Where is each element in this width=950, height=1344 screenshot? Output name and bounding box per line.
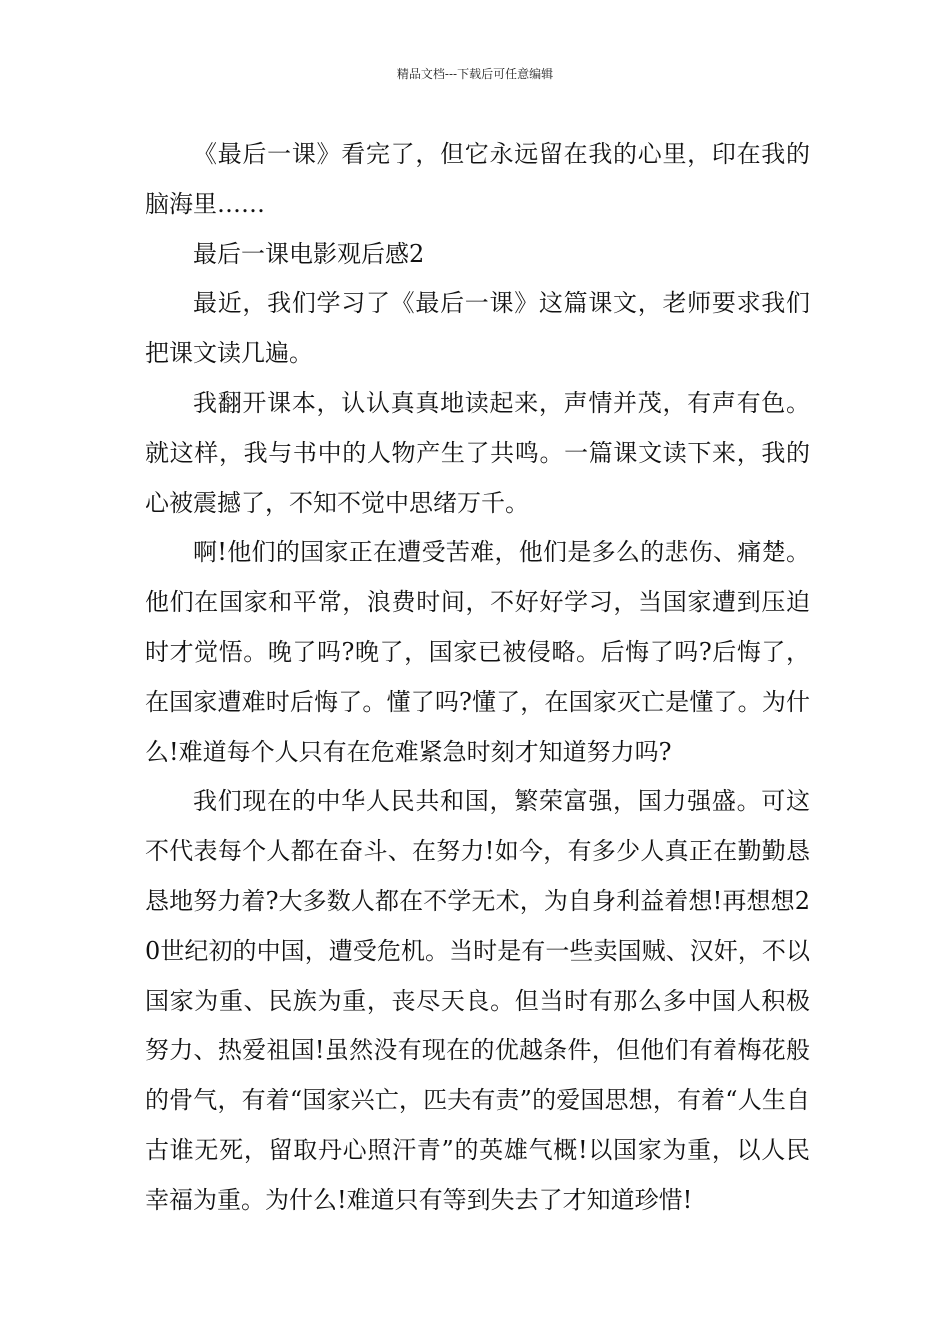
paragraph-closing: 《最后一课》看完了，但它永远留在我的心里，印在我的脑海里…… <box>145 140 810 218</box>
paragraph-intro: 最近，我们学习了《最后一课》这篇课文，老师要求我们把课文读几遍。 <box>145 289 810 368</box>
page-header: 精品文档---下载后可任意编辑 <box>396 67 554 81</box>
paragraph-reflection: 啊!他们的国家正在遭受苦难，他们是多么的悲伤、痛楚。他们在国家和平常，浪费时间，不好好学习，当国家遭到压迫时才觉悟。晚了吗?晚了，国家已被侵略。后悔了吗?后悔了，在国家遭难时后悔了。懂了吗?懂了，在国家灭亡是懂了。为什么!难道每个人只有在危难紧急时刻才知道努力吗? <box>145 538 810 766</box>
document-body <box>145 130 810 1226</box>
paragraph-patriotism: 我们现在的中华人民共和国，繁荣富强，国力强盛。可这不代表每个人都在奋斗、在努力!如今，有多少人真正在勤勤恳恳地努力着?大多数人都在不学无术，为自身利益着想!再想想20世纪初的中国，遭受危机。当时是有一些卖国贼、汉奸，不以国家为重、民族为重，丧尽天良。但当时有那么多中国人积极努力、热爱祖国!虽然没有现在的优越条件，但他们有着梅花般的骨气，有着“国家兴亡，匹夫有责”的爱国思想，有着“人生自古谁无死，留取丹心照汗青”的英雄气概!以国家为重，以人民幸福为重。为什么!难道只有等到失去了才知道珍惜! <box>145 787 810 1214</box>
paragraph-reading: 我翻开课本，认认真真地读起来，声情并茂，有声有色。就这样，我与书中的人物产生了共鸣。一篇课文读下来，我的心被震撼了，不知不觉中思绪万千。 <box>145 388 810 517</box>
section-heading: 最后一课电影观后感2 <box>193 239 425 268</box>
